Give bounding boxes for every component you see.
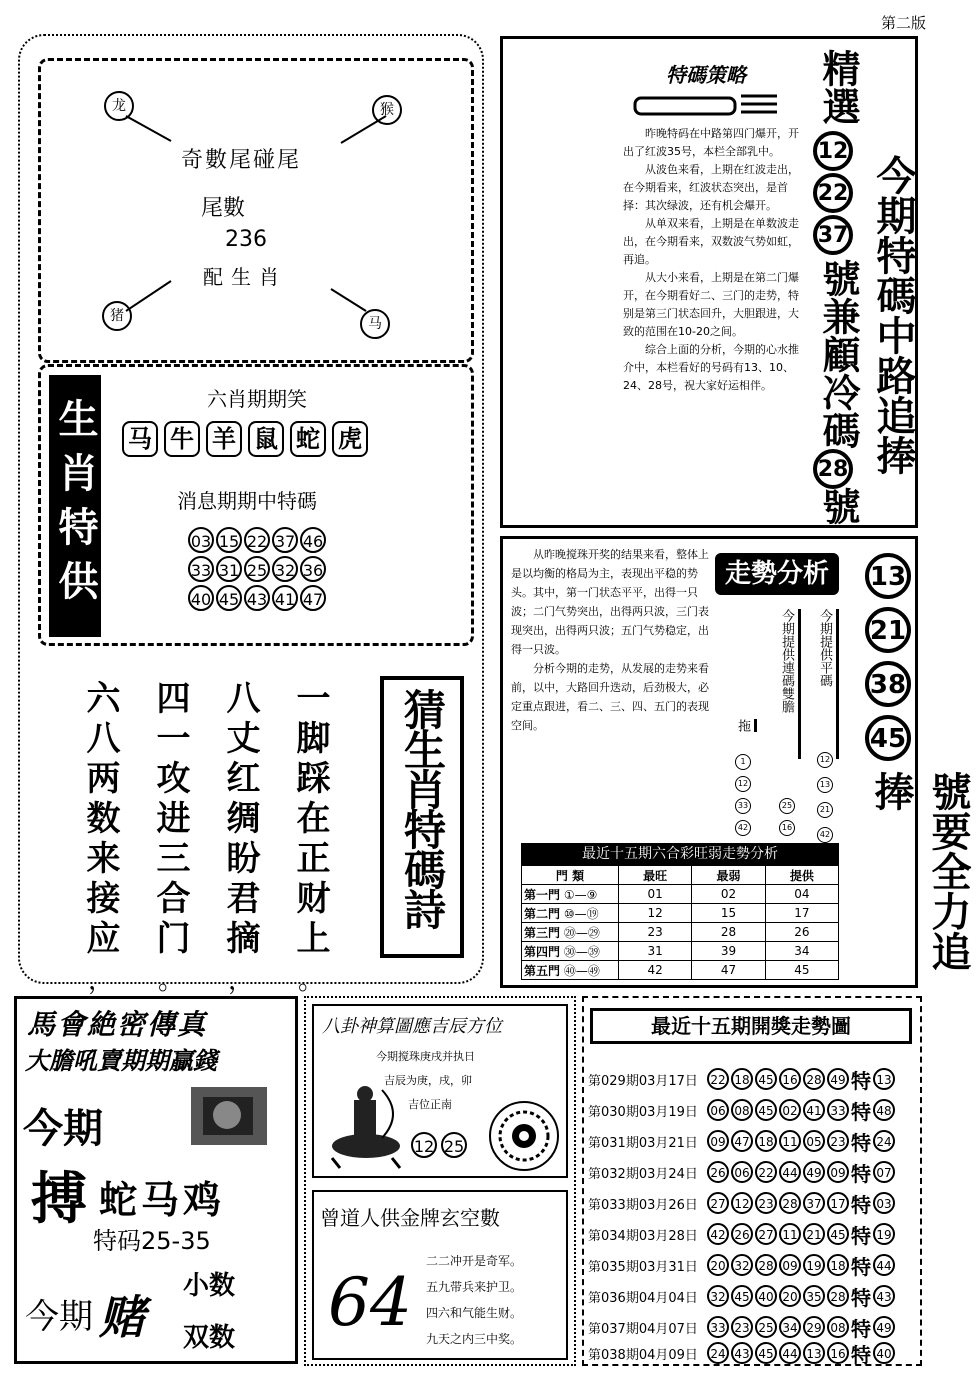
draw-label: 第030期03月19日 [588, 1104, 698, 1120]
draw-number: 28 [779, 1192, 801, 1214]
pick-number: 47 [300, 585, 326, 611]
pick-number: 45 [216, 585, 242, 611]
draw-number: 11 [779, 1130, 801, 1152]
draw-number: 20 [779, 1285, 801, 1307]
edition-label: 第二版 [880, 14, 926, 32]
tail-title: 奇數尾碰尾 [181, 148, 302, 173]
table-header: 門 類 [522, 866, 619, 885]
strategy-paragraph: 从单双来看，上期是在单数波走出，在今期看来，双数波气势如虹，再追。 [623, 217, 799, 266]
draw-number: 23 [755, 1192, 777, 1214]
bagua-box [312, 1004, 568, 1178]
key-number: 45 [865, 715, 911, 761]
draw-number: 13 [803, 1342, 825, 1364]
special-label: 特 [851, 1192, 871, 1217]
draw-number: 05 [803, 1130, 825, 1152]
draw-number: 41 [803, 1099, 825, 1121]
draw-label: 第038期04月09日 [588, 1347, 698, 1363]
draw-number: 44 [779, 1161, 801, 1183]
trend-col-numbers [813, 749, 837, 846]
race-car-icon [631, 88, 781, 122]
draw-number: 32 [707, 1285, 729, 1307]
tail-number: 236 [225, 227, 267, 252]
draw-row [588, 1221, 896, 1247]
pick-number: 37 [272, 527, 298, 553]
draw-number: 22 [707, 1068, 729, 1090]
special-number: 40 [873, 1342, 895, 1364]
draw-label: 第033期03月26日 [588, 1197, 698, 1213]
draw-number: 43 [731, 1342, 753, 1364]
select-mid: 號兼顧冷碼 [816, 259, 860, 449]
zodiac-item: 牛 [164, 421, 200, 457]
zodiac-subheading: 消息期期中特碼 [177, 489, 317, 513]
trend-number: 16 [779, 820, 795, 836]
zodiac-list [119, 421, 371, 457]
special-number: 24 [873, 1130, 895, 1152]
zodiac-box [38, 364, 474, 646]
special-number: 48 [873, 1099, 895, 1121]
draw-number: 06 [731, 1161, 753, 1183]
number-row [187, 527, 327, 553]
pick-number: 43 [244, 585, 270, 611]
zodiac-item: 虎 [332, 421, 368, 457]
draw-number: 17 [827, 1192, 849, 1214]
stamp-image [187, 1081, 271, 1151]
corner-line-bl [126, 281, 171, 311]
special-number: 13 [873, 1068, 895, 1090]
trend-col-title: 今期提供平碼 [815, 609, 839, 759]
special-number: 07 [873, 1161, 895, 1183]
special-number: 03 [873, 1192, 895, 1214]
trend-col-title: 拖 [733, 719, 757, 732]
horse-title2: 大膽吼賣期期贏錢 [25, 1047, 217, 1075]
trend-number: 42 [735, 820, 751, 836]
gamble-option: 小数 [183, 1271, 236, 1301]
draw-number: 26 [731, 1223, 753, 1245]
draw-number: 44 [779, 1342, 801, 1364]
draw-row [588, 1128, 896, 1154]
special-number: 43 [873, 1285, 895, 1307]
corner-zodiac-2: 猴 [372, 95, 402, 125]
strategy-paragraph: 从大小来看，上期是在第二门爆开，在今期看好二、三门的走势，特别是第三门状态回升，大胆跟进，大致的范围在10-20之间。 [623, 271, 799, 338]
poem-column: 一脚踩在正财上 。 [290, 680, 330, 996]
pick-number: 22 [244, 527, 270, 553]
bagua-line: 今期搅珠庚戌并执日 [376, 1050, 475, 1063]
pick-number: 46 [300, 527, 326, 553]
zodiac-item: 鼠 [248, 421, 284, 457]
corner-line-tl [126, 116, 171, 141]
trend-table-title: 最近十五期六合彩旺弱走勢分析 [521, 843, 839, 865]
table-row: 第五門 ㊵—㊾ 42 47 45 [522, 961, 839, 980]
special-number: 49 [873, 1316, 895, 1338]
pick-number: 25 [244, 556, 270, 582]
draw-number: 12 [731, 1192, 753, 1214]
draw-number: 02 [779, 1099, 801, 1121]
draw-number: 09 [779, 1254, 801, 1276]
draw-row [588, 1283, 896, 1309]
table-row: 第四門 ㉚—㊴ 31 39 34 [522, 942, 839, 961]
trend-col-numbers [775, 793, 799, 836]
pick-number: 31 [216, 556, 242, 582]
draw-number: 27 [707, 1192, 729, 1214]
pick-number: 33 [188, 556, 214, 582]
draw-number: 49 [803, 1161, 825, 1183]
gamble-option: 双数 [183, 1323, 236, 1353]
draw-label: 第034期03月28日 [588, 1228, 698, 1244]
table-row: 第一門 ①—⑨ 01 02 04 [522, 885, 839, 904]
draw-number: 45 [731, 1285, 753, 1307]
poem-column: 六八两数来接应 ， [80, 680, 120, 996]
draw-number: 33 [827, 1099, 849, 1121]
special-label: 特 [851, 1342, 871, 1367]
draw-number: 49 [827, 1068, 849, 1090]
tail-subtitle: 配生肖 [203, 265, 287, 289]
select-number: 12 [813, 131, 853, 171]
trend-paragraph: 从昨晚搅珠开奖的结果来看，整体上是以均衡的格局为主，表现出平稳的势头。其中，第一门状态平平，出得一只波；二门气势突出，出得两只波，三门表现突出，出得两只波；五门气势稳定，出得一只波。 [511, 548, 709, 656]
pick-number: 40 [188, 585, 214, 611]
table-row: 第二門 ⑩—⑲ 12 15 17 [522, 904, 839, 923]
corner-zodiac-1: 龙 [104, 91, 134, 121]
strategy-text [623, 125, 805, 395]
special-label: 特 [851, 1099, 871, 1124]
corner-zodiac-4: 马 [360, 309, 390, 339]
draw-number: 23 [827, 1130, 849, 1152]
special-label: 特 [851, 1223, 871, 1248]
corner-zodiac-3: 猪 [102, 301, 132, 331]
trend-number: 42 [817, 827, 833, 843]
draw-number: 47 [731, 1130, 753, 1152]
draw-number: 45 [755, 1342, 777, 1364]
draw-number: 09 [707, 1130, 729, 1152]
zodiac-item: 羊 [206, 421, 242, 457]
zodiac-heading: 六肖期期笑 [207, 387, 307, 411]
jinpai-lines [426, 1248, 522, 1352]
draw-number: 18 [731, 1068, 753, 1090]
draw-number: 29 [803, 1316, 825, 1338]
pick-number: 32 [272, 556, 298, 582]
draw-row [588, 1314, 896, 1340]
strategy-paragraph: 综合上面的分析，今期的心水推介中，本栏看好的号码有13、10、24、28号，祝大家好运相伴。 [623, 343, 799, 392]
zodiac-side-title: 生肖特供 [49, 375, 101, 637]
draw-number: 08 [827, 1316, 849, 1338]
jinpai-line: 九天之内三中奖。 [426, 1332, 523, 1346]
draw-number: 24 [707, 1342, 729, 1364]
draw-number: 42 [707, 1223, 729, 1245]
bagua-compass-icon [486, 1098, 562, 1174]
draw-row [588, 1066, 896, 1092]
draw-number: 18 [827, 1254, 849, 1276]
strategy-logo: 特碼策略 [631, 59, 781, 119]
draw-number: 16 [827, 1342, 849, 1364]
table-header: 最弱 [692, 866, 765, 885]
trend-paragraph: 分析今期的走势，从发展的走势来看前，以中，大路回升迭动，后劲极大，必定重点跟进，看二、三、四、五门的表现空间。 [511, 662, 709, 732]
trend-box [500, 536, 971, 988]
special-label: 特 [851, 1068, 871, 1093]
special-label: 特 [851, 1285, 871, 1310]
jinpai-line: 五九带兵来护卫。 [426, 1280, 523, 1294]
corner-line-br [331, 289, 366, 311]
trend-number: 1 [735, 754, 751, 770]
zodiac-numbers [187, 527, 327, 611]
trend-table [521, 843, 839, 980]
number-row [187, 585, 327, 611]
pick-number: 03 [188, 527, 214, 553]
jinpai-line: 二二冲开是奇军。 [426, 1254, 523, 1268]
tail-label: 尾數 [201, 196, 246, 221]
draw-number: 19 [803, 1254, 825, 1276]
special-label: 特 [851, 1254, 871, 1279]
jinpai-line: 四六和气能生财。 [426, 1306, 523, 1320]
key-number: 21 [865, 607, 911, 653]
number-row [187, 556, 327, 582]
bagua-number: 25 [441, 1132, 467, 1158]
table-header: 最旺 [619, 866, 692, 885]
draw-number: 25 [755, 1316, 777, 1338]
draw-number: 33 [707, 1316, 729, 1338]
draw-number: 40 [755, 1285, 777, 1307]
trend-number: 33 [735, 798, 751, 814]
jinpai-big-number: 64 [328, 1264, 412, 1341]
trend-number: 12 [817, 752, 833, 768]
special-number: 19 [873, 1223, 895, 1245]
draw-number: 45 [755, 1099, 777, 1121]
trend-number: 12 [735, 776, 751, 792]
draw-number: 27 [755, 1223, 777, 1245]
table-header-row [522, 866, 839, 885]
table-row: 第三門 ⑳—㉙ 23 28 26 [522, 923, 839, 942]
trend-col-numbers [731, 749, 755, 836]
pick-number: 41 [272, 585, 298, 611]
special-label: 特 [851, 1161, 871, 1186]
poem [60, 680, 360, 996]
draw-number: 22 [755, 1161, 777, 1183]
draw-number: 26 [707, 1161, 729, 1183]
draw-number: 45 [755, 1068, 777, 1090]
trend-logo: 走勢分析 [715, 553, 839, 595]
special-label: 特 [851, 1130, 871, 1155]
gamble-label: 今期 [25, 1297, 93, 1337]
draw-number: 23 [731, 1316, 753, 1338]
table-header: 提供 [765, 866, 838, 885]
bagua-line: 吉辰为庚，戌，卯 [384, 1074, 472, 1087]
draw-number: 35 [803, 1285, 825, 1307]
archer-icon [320, 1080, 410, 1170]
gamble-char: 赌 [99, 1290, 145, 1344]
bet-label: 搏 [31, 1167, 87, 1232]
draw-label: 第036期04月04日 [588, 1290, 698, 1306]
draw-label: 第035期03月31日 [588, 1259, 698, 1275]
draw-number: 11 [779, 1223, 801, 1245]
key-number: 38 [865, 661, 911, 707]
bagua-line: 吉位正南 [408, 1098, 452, 1111]
draw-number: 28 [827, 1285, 849, 1307]
bet-zodiacs: 蛇马鸡 [99, 1178, 226, 1222]
draw-number: 21 [803, 1223, 825, 1245]
bagua-number: 12 [411, 1132, 437, 1158]
special-number: 44 [873, 1254, 895, 1276]
trend-number: 13 [817, 777, 833, 793]
key-number: 13 [865, 553, 911, 599]
draw-row [588, 1340, 896, 1366]
this-period: 今期 [23, 1106, 103, 1152]
trend-number: 25 [779, 798, 795, 814]
jinpai-box [312, 1190, 568, 1360]
zodiac-item: 马 [122, 421, 158, 457]
strategy-headline: 今期特碼中路追捧 [870, 155, 916, 475]
trend-headline: 號要全力追捧 [868, 771, 971, 971]
strategy-paragraph: 昨晚特码在中路第四门爆开，开出了红波35号，本栏全部乳中。 [623, 127, 799, 158]
poem-column: 四一攻进三合门 。 [150, 680, 190, 996]
trend-col-title: 今期提供連碼雙膽 [777, 609, 801, 759]
horse-title1: 馬會絶密傳真 [27, 1008, 208, 1041]
draw-number: 09 [827, 1161, 849, 1183]
horse-box [14, 996, 298, 1364]
special-label: 特 [851, 1316, 871, 1341]
special-code: 特码25-35 [93, 1227, 211, 1255]
strategy-paragraph: 从波色来看，上期在红波走出，在今期看来，红波状态突出，是首择：其次绿波，还有机会爆开。 [623, 163, 799, 212]
select-end: 號 [816, 487, 860, 525]
bagua-title: 八卦神算圖應吉辰方位 [322, 1016, 502, 1037]
pick-number: 36 [300, 556, 326, 582]
draw-number: 20 [707, 1254, 729, 1276]
draw-number: 18 [755, 1130, 777, 1152]
draw-row [588, 1190, 896, 1216]
cold-number: 28 [813, 449, 853, 489]
draw-number: 32 [731, 1254, 753, 1276]
draw-number: 37 [803, 1192, 825, 1214]
draw-number: 45 [827, 1223, 849, 1245]
draw-row [588, 1097, 896, 1123]
trend-text [511, 545, 711, 735]
draw-number: 06 [707, 1099, 729, 1121]
poem-title-box [380, 676, 464, 958]
draws-title: 最近十五期開獎走勢圖 [590, 1008, 912, 1044]
draw-label: 第029期03月17日 [588, 1073, 698, 1089]
draw-row [588, 1252, 896, 1278]
draw-label: 第032期03月24日 [588, 1166, 698, 1182]
select-top: 精選 [816, 49, 860, 125]
draw-label: 第031期03月21日 [588, 1135, 698, 1151]
draw-number: 34 [779, 1316, 801, 1338]
draw-row [588, 1159, 896, 1185]
draw-label: 第037期04月07日 [588, 1321, 698, 1337]
draw-number: 16 [779, 1068, 801, 1090]
draw-number: 28 [803, 1068, 825, 1090]
draw-number: 08 [731, 1099, 753, 1121]
trend-number: 21 [817, 802, 833, 818]
poem-column: 八丈红绸盼君摘 ， [220, 680, 260, 996]
jinpai-title: 曾道人供金牌玄空數 [320, 1206, 500, 1230]
pick-number: 15 [216, 527, 242, 553]
select-number: 22 [813, 173, 853, 213]
zodiac-item: 蛇 [290, 421, 326, 457]
strategy-box [500, 36, 918, 528]
poem-title: 猜生肖特碼詩 [398, 688, 447, 928]
select-number: 37 [813, 215, 853, 255]
draw-number: 28 [755, 1254, 777, 1276]
tail-number-box [38, 58, 474, 363]
